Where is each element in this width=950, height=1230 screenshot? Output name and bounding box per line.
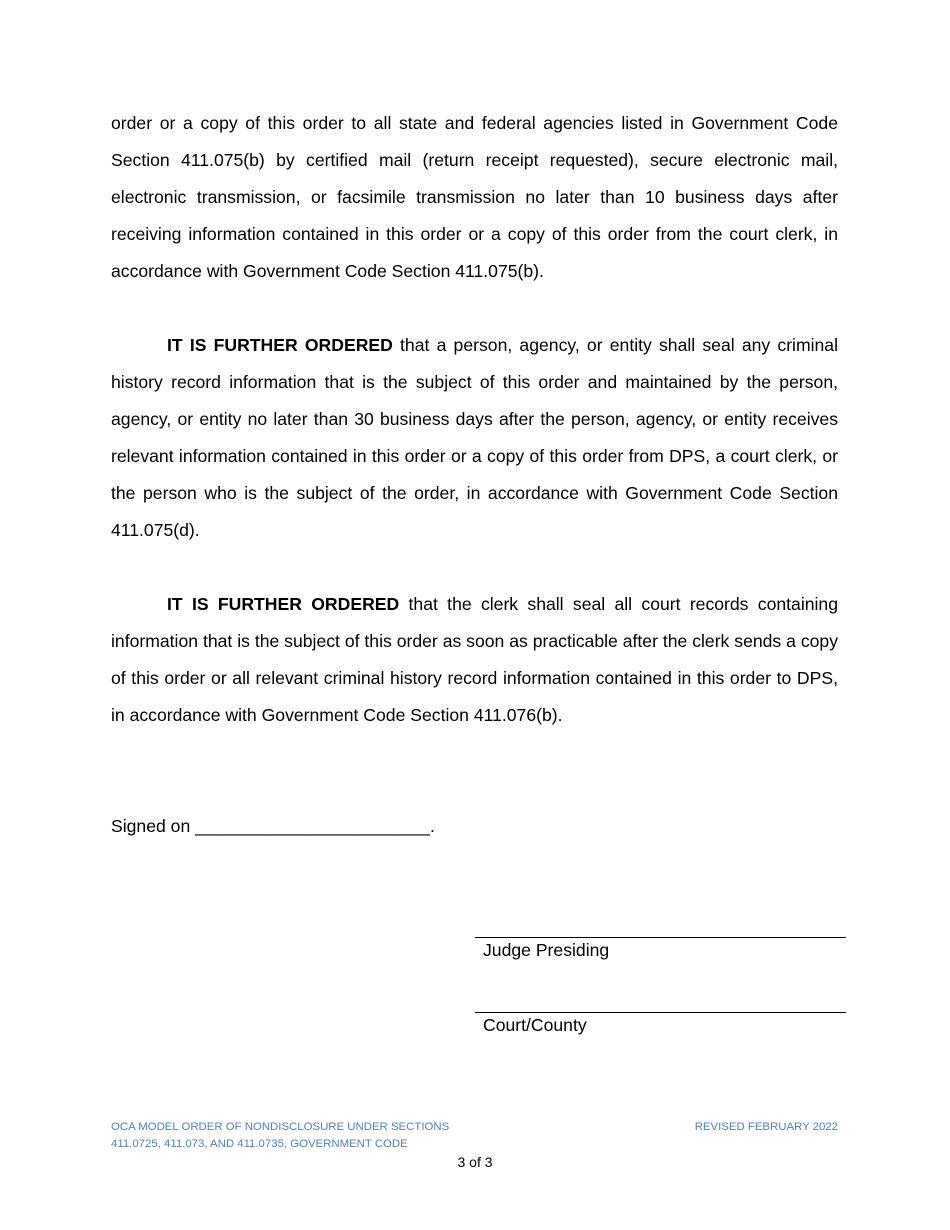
- footer-title-line-1: OCA MODEL ORDER OF NONDISCLOSURE UNDER SECTIONS: [111, 1121, 450, 1133]
- paragraph-seal-court-records: [111, 586, 838, 734]
- paragraph-text: order or a copy of this order to all state and federal agencies listed in Government Code Section 411.075(b) by certified mail (return receipt requested), secure electronic mail, electronic transmission, or facsimile transmission no later than 10 business days after receiving information contained in this order or a copy of this order from the court clerk, in accordance with Government Code Section 411.075(b).: [111, 113, 838, 281]
- further-ordered-heading: IT IS FURTHER ORDERED: [167, 594, 400, 614]
- paragraph-text: that a person, agency, or entity shall seal any criminal history record information that is the subject of this order and maintained by the person, agency, or entity no later than 30 business days after the person, agency, or entity receives relevant information contained in this order or a copy of this order from DPS, a court clerk, or the person who is the subject of the order, in accordance with Government Code Section 411.075(d).: [111, 335, 839, 540]
- paragraph-seal-criminal-history: [111, 327, 838, 549]
- paragraph-transmission-order: [111, 105, 838, 290]
- footer-form-title: [111, 1119, 511, 1153]
- page-number: 3 of 3: [457, 1154, 493, 1170]
- footer-title-line-2: 411.0725, 411.073, AND 411.0735, GOVERNMENT CODE: [111, 1138, 408, 1150]
- footer-revision-date: REVISED FEBRUARY 2022: [694, 1121, 838, 1133]
- paragraph-text: that the clerk shall seal all court records containing information that is the subject of this order as soon as practicable after the clerk sends a copy of this order or all relevant criminal history record information contained in this order to DPS, in accordance with Government Code Section 411.076(b).: [111, 594, 838, 725]
- court-county-label: Court/County: [483, 1015, 587, 1035]
- signed-on-line: Signed on ________________________.: [111, 816, 435, 836]
- judge-presiding-label: Judge Presiding: [483, 940, 610, 960]
- further-ordered-heading: IT IS FURTHER ORDERED: [167, 335, 393, 355]
